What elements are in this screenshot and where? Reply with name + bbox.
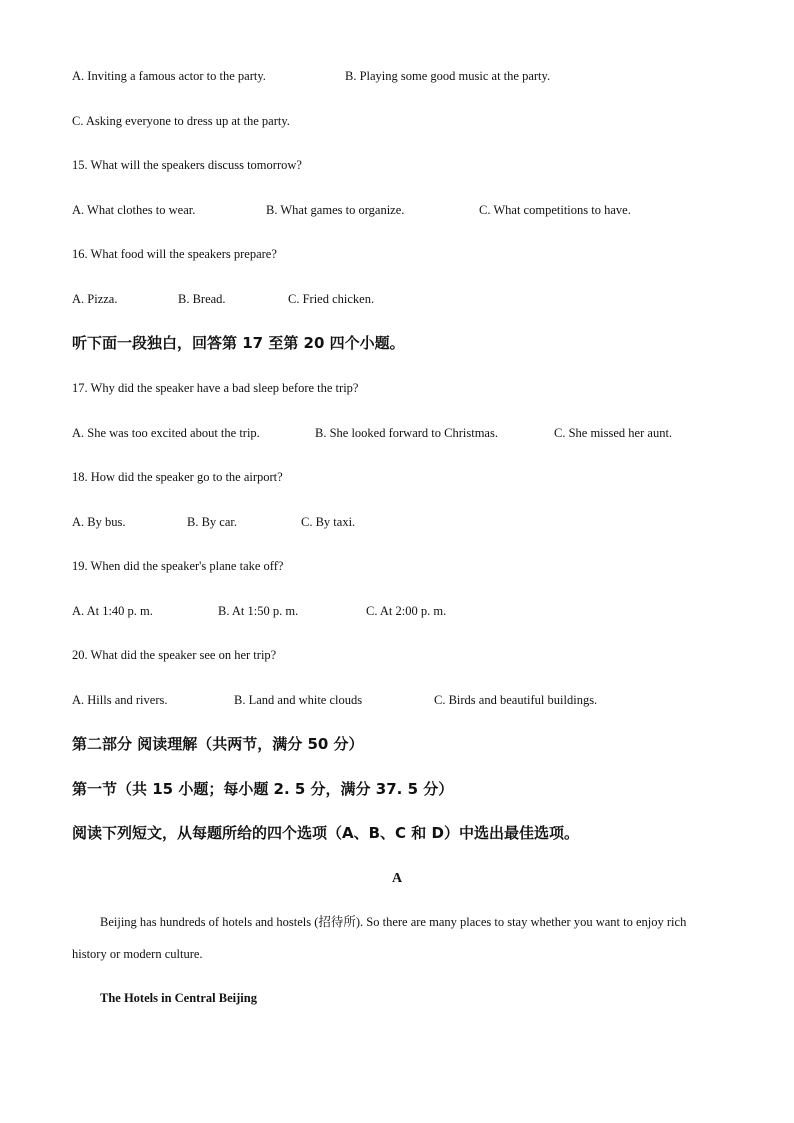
q16-question: 16. What food will the speakers prepare?	[72, 247, 277, 261]
q18-option-b: B. By car.	[187, 515, 237, 529]
q15-option-a: A. What clothes to wear.	[72, 203, 196, 217]
q20-question: 20. What did the speaker see on her trip?	[72, 648, 277, 662]
q16-option-c: C. Fried chicken.	[288, 292, 375, 306]
monologue-instruction: 听下面一段独白，回答第 17 至第 20 四个小题。	[72, 334, 405, 352]
q16-option-a: A. Pizza.	[72, 292, 118, 306]
q15-question: 15. What will the speakers discuss tomorrow?	[72, 158, 302, 172]
reading-instruction: 阅读下列短文，从每题所给的四个选项（A、B、C 和 D）中选出最佳选项。	[72, 824, 579, 842]
q19-option-c: C. At 2:00 p. m.	[366, 604, 447, 618]
q18-question: 18. How did the speaker go to the airport?	[72, 470, 283, 484]
q17-option-a: A. She was too excited about the trip.	[72, 426, 260, 440]
q17-option-b: B. She looked forward to Christmas.	[315, 426, 498, 440]
q17-option-c: C. She missed her aunt.	[554, 426, 673, 440]
q18-option-c: C. By taxi.	[301, 515, 356, 529]
q20-option-c: C. Birds and beautiful buildings.	[434, 693, 598, 707]
q18-option-a: A. By bus.	[72, 515, 126, 529]
q19-option-b: B. At 1:50 p. m.	[218, 604, 299, 618]
q20-option-a: A. Hills and rivers.	[72, 693, 168, 707]
q15-option-b: B. What games to organize.	[266, 203, 405, 217]
q14-option-a: A. Inviting a famous actor to the party.	[72, 69, 266, 83]
passage-subheading: The Hotels in Central Beijing	[100, 991, 257, 1005]
q16-option-b: B. Bread.	[178, 292, 226, 306]
part2-title: 第二部分 阅读理解（共两节，满分 50 分）	[72, 735, 364, 753]
section1-heading: 第一节（共 15 小题；每小题 2. 5 分，满分 37. 5 分）	[72, 780, 454, 798]
q19-option-a: A. At 1:40 p. m.	[72, 604, 153, 618]
q15-option-c: C. What competitions to have.	[479, 203, 631, 217]
q17-question: 17. Why did the speaker have a bad sleep before the trip?	[72, 381, 359, 395]
q19-question: 19. When did the speaker's plane take off?	[72, 559, 284, 573]
q14-option-c: C. Asking everyone to dress up at the party.	[72, 114, 290, 128]
q14-option-b: B. Playing some good music at the party.	[345, 69, 551, 83]
passage-paragraph: Beijing has hundreds of hotels and hostels (招待所). So there are many places to stay whether you want to enjoy rich history or modern culture.	[72, 915, 687, 961]
passage-letter: A	[391, 871, 403, 886]
q20-option-b: B. Land and white clouds	[234, 693, 363, 707]
